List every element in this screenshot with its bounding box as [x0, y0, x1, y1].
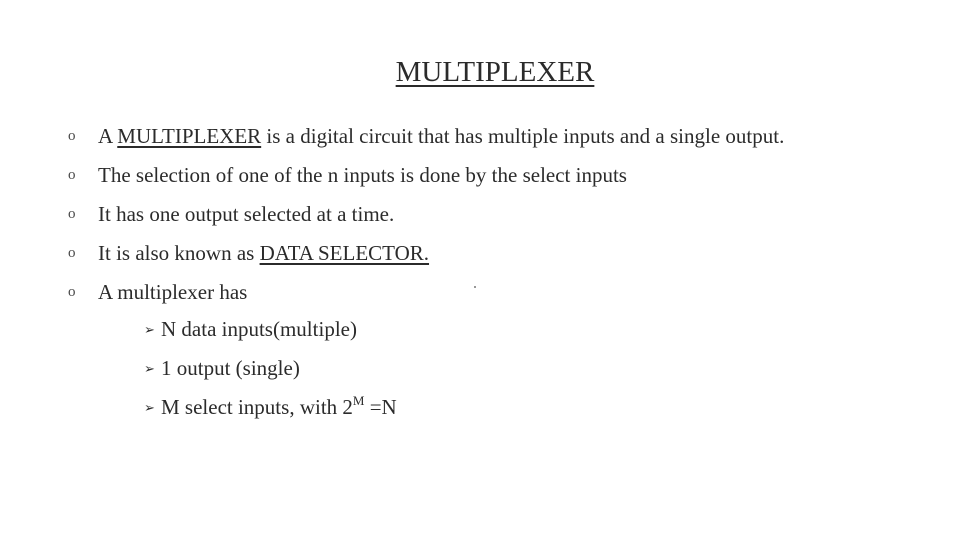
sub-bullet-list	[144, 310, 397, 427]
bullet-text	[98, 241, 429, 265]
bullet-text-underlined: MULTIPLEXER	[117, 124, 262, 148]
bullet-marker: o	[68, 167, 76, 183]
bullet-item	[68, 156, 948, 195]
bullet-marker: o	[68, 284, 76, 300]
sub-bullet-item	[144, 388, 397, 427]
sub-bullet-text: N data inputs(multiple)	[161, 317, 357, 341]
arrow-bullet-icon: ➢	[144, 322, 155, 337]
bullet-text: It has one output selected at a time.	[98, 202, 395, 226]
stray-dot	[474, 286, 476, 288]
bullet-text: The selection of one of the n inputs is done by the select inputs	[98, 163, 627, 187]
bullet-item	[68, 195, 948, 234]
bullet-text-pre: A	[98, 124, 118, 148]
sub-bullet-item	[144, 310, 397, 349]
arrow-bullet-icon: ➢	[144, 361, 155, 376]
slide-title: MULTIPLEXER	[395, 56, 595, 88]
bullet-marker: o	[68, 206, 76, 222]
bullet-text-pre: It is also known as	[98, 241, 260, 265]
sub-bullet-text-post: =N	[364, 395, 397, 419]
bullet-item	[68, 273, 948, 312]
bullet-item	[68, 117, 948, 156]
bullet-marker: o	[68, 128, 76, 144]
bullet-text	[98, 124, 784, 148]
sub-bullet-text	[161, 395, 397, 419]
sub-bullet-text: 1 output (single)	[161, 356, 300, 380]
superscript: M	[352, 393, 365, 408]
bullet-text-underlined: DATA SELECTOR.	[259, 241, 430, 265]
bullet-text: A multiplexer has	[98, 280, 248, 304]
bullet-item	[68, 234, 948, 273]
arrow-bullet-icon: ➢	[144, 400, 155, 415]
sub-bullet-item	[144, 349, 397, 388]
bullet-marker: o	[68, 245, 76, 261]
sub-bullet-text-pre: M select inputs, with 2	[161, 395, 353, 419]
bullet-list	[68, 117, 948, 312]
bullet-text-post: is a digital circuit that has multiple inputs and a single output.	[261, 124, 785, 148]
